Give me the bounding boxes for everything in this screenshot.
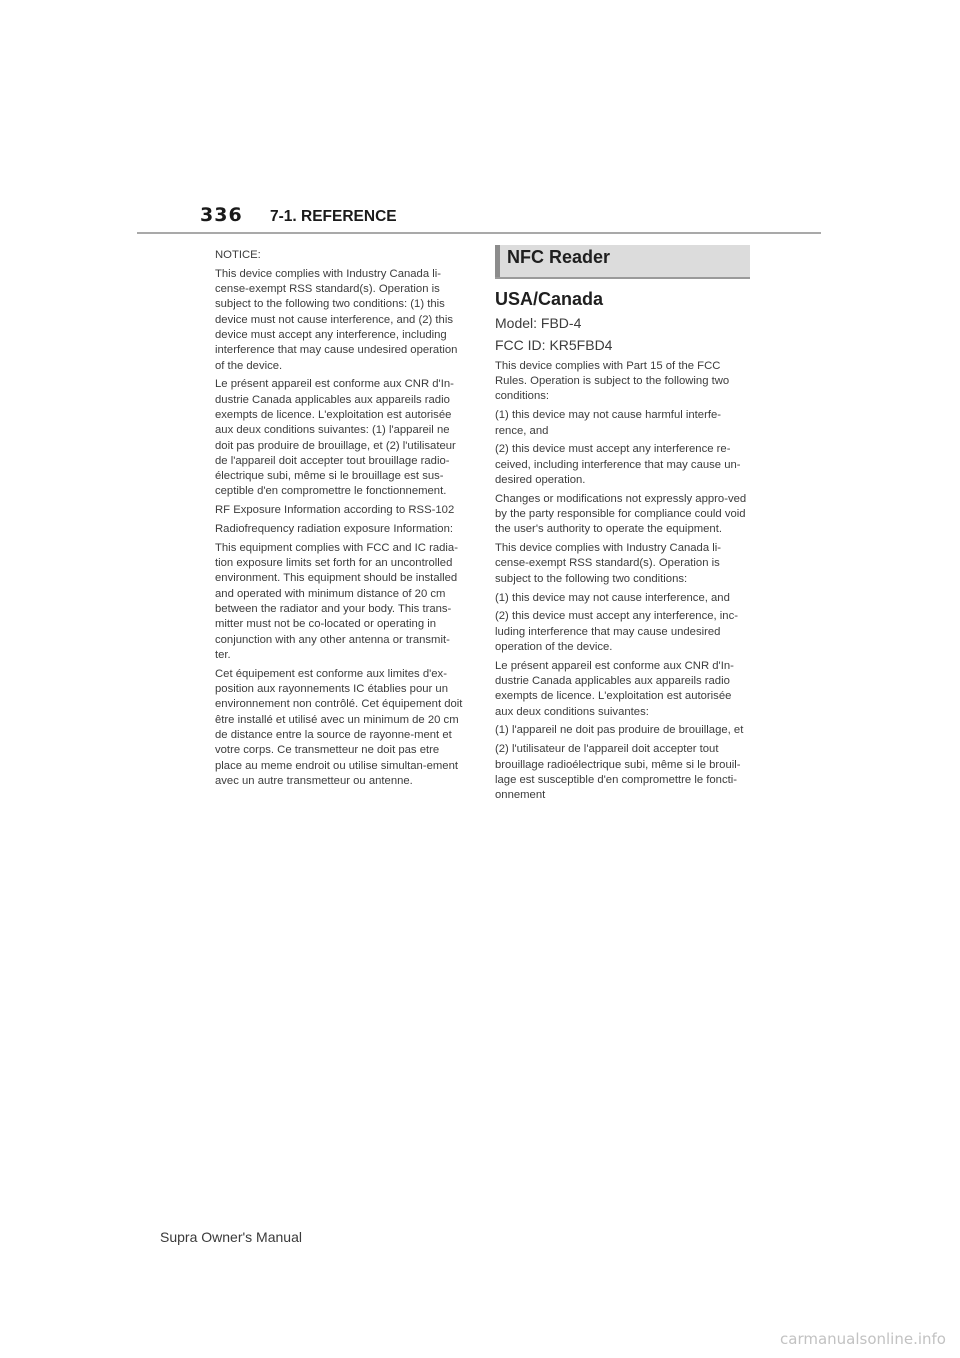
section-heading-box — [495, 245, 750, 278]
page-number: 336 — [200, 204, 243, 226]
right-paragraph: (1) l'appareil ne doit pas produire de brouillage, et — [495, 724, 744, 737]
left-paragraph: This device complies with Industry Canada li-cense-exempt RSS standard(s). Operation is subject to the following two conditions: (1) this device must not cause interference, and (2) this device must accept any interference, including interference that may cause undesired operation of the device. — [215, 267, 458, 372]
left-paragraph: This equipment complies with FCC and IC radia-tion exposure limits set forth for an uncontrolled environment. This equipment should be installed and operated with minimum distance of 20 cm between the radiator and your body. This trans-mitter must not be co-located or operating in conjunction with any other antenna or transmit-ter. — [215, 541, 458, 661]
left-paragraph: Radiofrequency radiation exposure Information: — [215, 523, 454, 536]
right-paragraph: (1) this device may not cause harmful interfe-rence, and — [495, 409, 722, 437]
right-paragraph: This device complies with Part 15 of the FCC Rules. Operation is subject to the following two conditions: — [495, 359, 730, 403]
right-paragraph: (2) this device must accept any interference re-ceived, including interference that may cause un-desired operation. — [495, 443, 741, 486]
section-title: 7-1. REFERENCE — [270, 208, 397, 225]
watermark: carmanualsonline.info — [780, 1330, 946, 1348]
right-column — [495, 245, 750, 807]
section-heading: NFC Reader — [507, 247, 611, 267]
left-paragraph: RF Exposure Information according to RSS-102 — [215, 504, 455, 517]
right-paragraph: (1) this device may not cause interference, and — [495, 591, 730, 604]
manual-title: Supra Owner's Manual — [160, 1229, 302, 1245]
model-number: Model: FBD-4 — [495, 315, 582, 332]
heading-underline — [495, 277, 750, 279]
region-heading: USA/Canada — [495, 289, 604, 309]
fcc-id: FCC ID: KR5FBD4 — [495, 336, 613, 353]
left-column — [215, 248, 465, 793]
left-paragraph: NOTICE: — [215, 249, 261, 261]
heading-accent-bar — [495, 245, 500, 278]
right-paragraph: Changes or modifications not expressly appro-ved by the party responsible for compliance could void the user's authority to operate the equipment. — [495, 492, 747, 536]
page-header — [200, 204, 820, 234]
right-paragraph: Le présent appareil est conforme aux CNR d'In-dustrie Canada applicables aux appareils radio exempts de licence. L'exploitation est autorisée aux deux conditions suivantes: — [495, 659, 734, 718]
left-paragraph: Le présent appareil est conforme aux CNR d'In-dustrie Canada applicables aux appareils radio exempts de licence. L'exploitation est autorisée aux deux conditions suivantes: (1) l'appareil ne doit pas produire de brouillage, et (2) l'utilisateur de l'appareil doit accepter tout brouillage radio-électrique subi, même si le brouillage est sus-ceptible d'en compromettre le fonctionnement. — [215, 378, 456, 498]
right-paragraph: This device complies with Industry Canada li-cense-exempt RSS standard(s). Operation is subject to the following two conditions: — [495, 542, 722, 585]
header-divider — [137, 232, 821, 234]
right-paragraph: (2) l'utilisateur de l'appareil doit accepter tout brouillage radioélectrique subi, même si le brouil-lage est susceptible d'en compromettre le foncti-onnement — [495, 743, 741, 802]
right-paragraph: (2) this device must accept any interference, inc-luding interference that may cause undesired operation of the device. — [495, 610, 738, 653]
left-paragraph: Cet équipement est conforme aux limites d'ex-position aux rayonnements IC établies pour un environnement non contrôlé. Cet équipement doit être installé et utilisé avec un minimum de 20 cm de distance entre la source de rayonne-ment et votre corps. Ce transmetteur ne doit pas etre place au meme endroit ou utilise simultan-ement avec un autre transmetteur ou antenne. — [215, 667, 463, 787]
